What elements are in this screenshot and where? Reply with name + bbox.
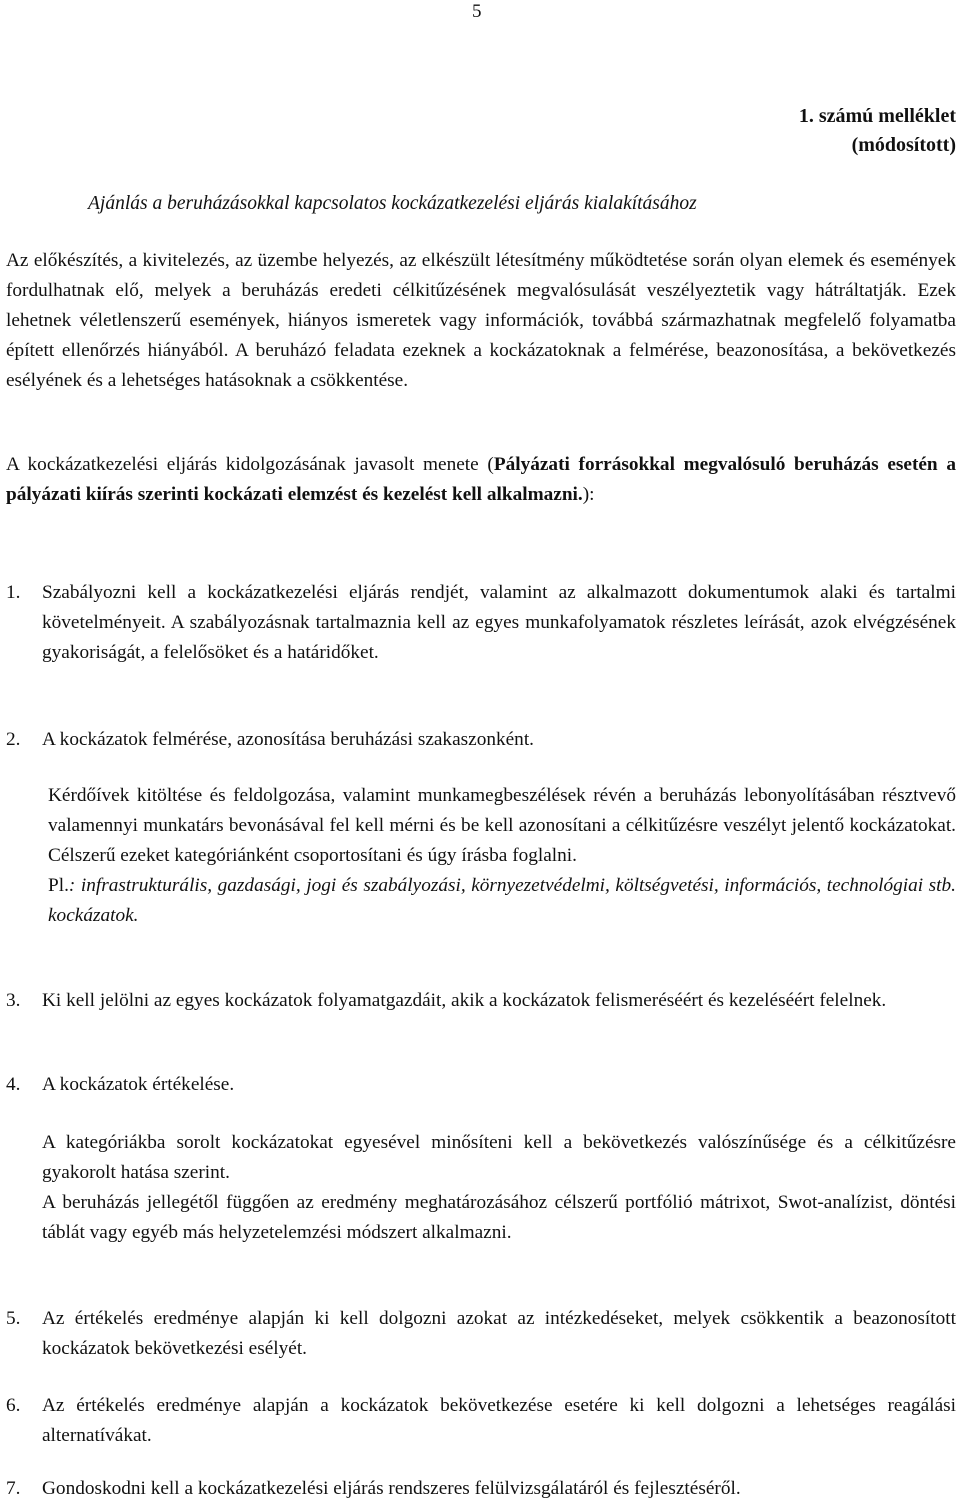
step-text: A kockázatok felmérése, azonosítása beruházási szakaszonként.: [42, 729, 534, 750]
step-4-detail-text-1: A kategóriákba sorolt kockázatokat egyesével minősíteni kell a bekövetkezés valószínűsége és a célkitűzésre gyakorolt hatása szerint.: [42, 1132, 956, 1183]
list-item-step-4: [6, 1070, 956, 1100]
step-number: 7.: [6, 1478, 21, 1499]
step-text: Szabályozni kell a kockázatkezelési eljárás rendjét, valamint az alkalmazott dokumentumok alaki és tartalmi követelményeit. A szabályozásnak tartalmaznia kell az egyes munkafolyamatok részletes leírását, azok elvégzésének gyakoriságát, a felelősöket és a határidőket.: [42, 582, 956, 663]
annex-heading: [799, 102, 956, 160]
intro-paragraph: Az előkészítés, a kivitelezés, az üzembe helyezés, az elkészült létesítmény működtetése során olyan elemek és események fordulhatnak elő, melyek a beruházás eredeti célkitűzésének megvalósulását veszélyeztetik vagy hátráltatják. Ezek lehetnek véletlenszerű események, hiányos ismeretek vagy információk, továbbá származhatnak megfelelő folyamatba épített ellenőrzés hiányából. A beruházó feladata ezeknek a kockázatoknak a felmérése, beazonosítása, a bekövetkezés esélyének és a lehetséges hatásoknak a csökkentése.: [6, 250, 956, 391]
document-subtitle: Ajánlás a beruházásokkal kapcsolatos kockázatkezelési eljárás kialakításához: [88, 193, 697, 214]
step-2-detail: [48, 781, 956, 931]
example-prefix: Pl.: [48, 875, 69, 896]
step-2-example: [48, 871, 956, 931]
procedure-intro: A kockázatkezelési eljárás kidolgozásának javasolt menete (: [6, 454, 494, 475]
annex-title: 1. számú melléklet: [798, 105, 956, 127]
list-item-step-6: [6, 1391, 956, 1451]
list-item-step-5: [6, 1304, 956, 1364]
step-number: 1.: [6, 582, 21, 603]
list-item-step-3: [6, 986, 956, 1016]
step-text: Az értékelés eredménye alapján ki kell dolgozni azokat az intézkedéseket, melyek csökkentik a beazonosított kockázatok bekövetkezési esélyét.: [42, 1308, 956, 1359]
list-item-step-2: [6, 725, 956, 755]
step-2-detail-text: Kérdőívek kitöltése és feldolgozása, valamint munkamegbeszélések révén a beruházás lebonyolításában résztvevő valamennyi munkatárs bevonásával fel kell mérni és be kell azonosítani a célkitűzésre veszélyt jelentő kockázatokat. Célszerű ezeket kategóriánként csoportosítani és úgy írásba foglalni.: [48, 785, 956, 866]
page-number: 5: [472, 1, 482, 22]
step-text: A kockázatok értékelése.: [42, 1074, 235, 1095]
step-text: Ki kell jelölni az egyes kockázatok folyamatgazdáit, akik a kockázatok felismeréséért és kezeléséért felelnek.: [42, 990, 887, 1011]
annex-status: (módosított): [851, 134, 956, 156]
list-item-step-1: [6, 578, 956, 668]
list-item-step-7: [6, 1474, 956, 1504]
step-text: Az értékelés eredménye alapján a kockázatok bekövetkezése esetére ki kell dolgozni a lehetséges reagálási alternatívákat.: [42, 1395, 956, 1446]
procedure-paragraph: [6, 450, 956, 510]
step-number: 3.: [6, 990, 21, 1011]
step-number: 4.: [6, 1074, 21, 1095]
step-number: 2.: [6, 729, 21, 750]
example-text: : infrastrukturális, gazdasági, jogi és szabályozási, környezetvédelmi, költségvetési, információs, technológiai stb. kockázatok.: [48, 875, 956, 926]
procedure-bold-note: Pályázati forrásokkal megvalósuló beruházás esetén a pályázati kiírás szerinti kockázati elemzést és kezelést kell alkalmazni.: [6, 454, 956, 505]
step-text: Gondoskodni kell a kockázatkezelési eljárás rendszeres felülvizsgálatáról és fejlesztéséről.: [42, 1478, 741, 1499]
step-number: 6.: [6, 1395, 21, 1416]
step-4-detail-text-2: A beruházás jellegétől függően az eredmény meghatározásához célszerű portfólió mátrixot, Swot-analízist, döntési táblát vagy egyéb más helyzetelemzési módszert alkalmazni.: [42, 1192, 956, 1243]
step-number: 5.: [6, 1308, 21, 1329]
procedure-closing: ):: [582, 484, 595, 505]
step-4-detail: [42, 1128, 956, 1248]
